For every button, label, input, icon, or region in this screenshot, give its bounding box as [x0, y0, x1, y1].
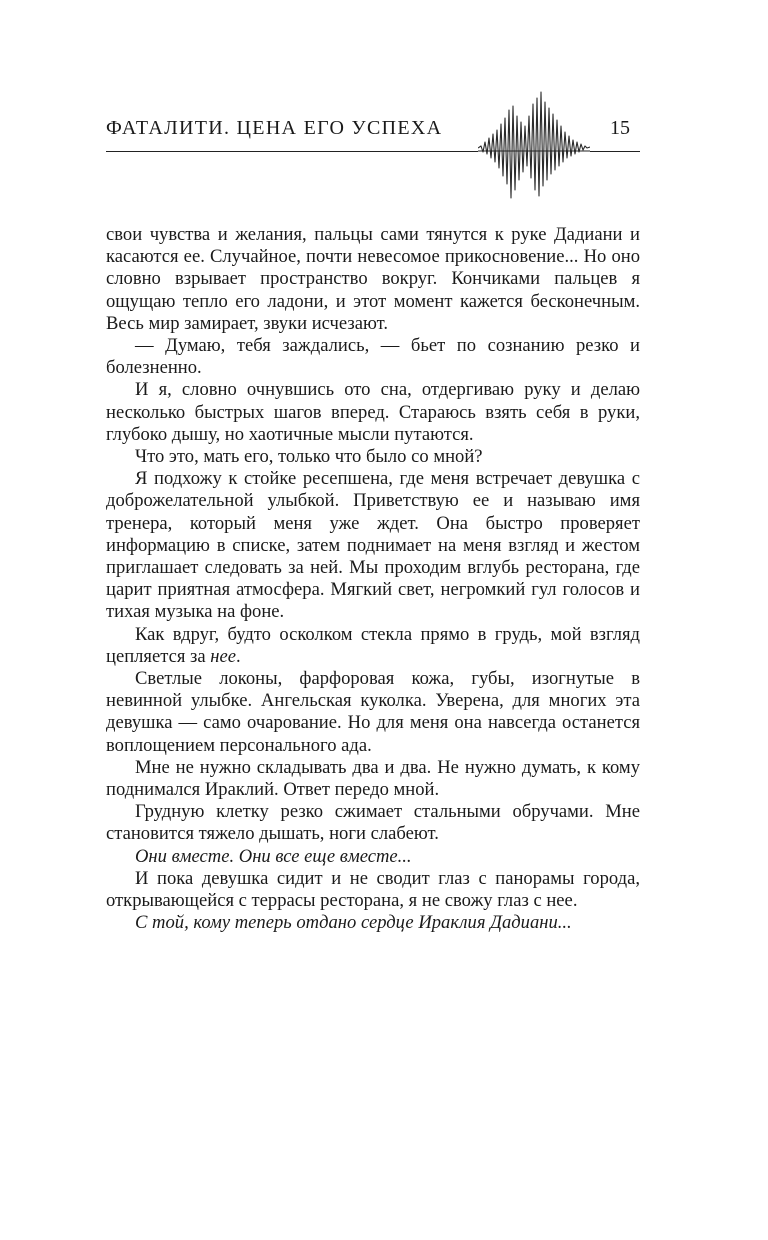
running-title: ФАТАЛИТИ. ЦЕНА ЕГО УСПЕХА — [106, 117, 443, 139]
paragraph: Светлые локоны, фарфоровая кожа, губы, изогнутые в невинной улыбке. Ангельская куколка. Уверена, для многих эта девушка — само очарование. Но для меня она навсегда останется воплощением персонального ада. — [106, 668, 640, 756]
paragraph — [106, 624, 640, 668]
paragraph: Что это, мать его, только что было со мной? — [135, 446, 483, 468]
page-number: 15 — [610, 117, 630, 139]
emphasis-text: нее — [210, 645, 237, 667]
paragraph: И я, словно очнувшись ото сна, отдергиваю руку и делаю несколько быстрых шагов вперед. Стараюсь взять себя в руки, глубоко дышу, но хаотичные мысли путаются. — [106, 379, 640, 445]
paragraph-tail: . — [236, 645, 241, 667]
sound-waveform-icon — [478, 86, 590, 208]
book-page-body — [106, 224, 640, 935]
running-header — [0, 0, 768, 200]
paragraph-text: Как вдруг, будто осколком стекла прямо в грудь, мой взгляд цепляется за — [106, 623, 640, 667]
paragraph: — Думаю, тебя заждались, — бьет по сознанию резко и болезненно. — [106, 335, 640, 379]
paragraph: свои чувства и желания, пальцы сами тянутся к руке Дадиани и касаются ее. Случайное, почти невесомое прикосновение... Но оно словно взрывает пространство вокруг. Кончиками пальцев я ощущаю тепло его ладони, и этот момент кажется бесконечным. Весь мир замирает, звуки исчезают. — [106, 224, 640, 334]
paragraph-italic: С той, кому теперь отдано сердце Ираклия Дадиани... — [135, 912, 572, 934]
paragraph: Грудную клетку резко сжимает стальными обручами. Мне становится тяжело дышать, ноги слабеют. — [106, 801, 640, 845]
paragraph: Мне не нужно складывать два и два. Не нужно думать, к кому поднимался Ираклий. Ответ передо мной. — [106, 756, 640, 801]
paragraph: И пока девушка сидит и не сводит глаз с панорамы города, открывающейся с террасы ресторана, я не свожу глаз с нее. — [106, 867, 640, 912]
paragraph: Я подхожу к стойке ресепшена, где меня встречает девушка с доброжелательной улыбкой. Приветствую ее и называю имя тренера, который меня уже ждет. Она быстро проверяет информацию в списке, затем поднимает на меня взгляд и жестом приглашает следовать за ней. Мы проходим вглубь ресторана, где царит приятная атмосфера. Мягкий свет, негромкий гул голосов и тихая музыка на фоне. — [106, 468, 640, 623]
paragraph-italic: Они вместе. Они все еще вместе... — [135, 845, 412, 867]
